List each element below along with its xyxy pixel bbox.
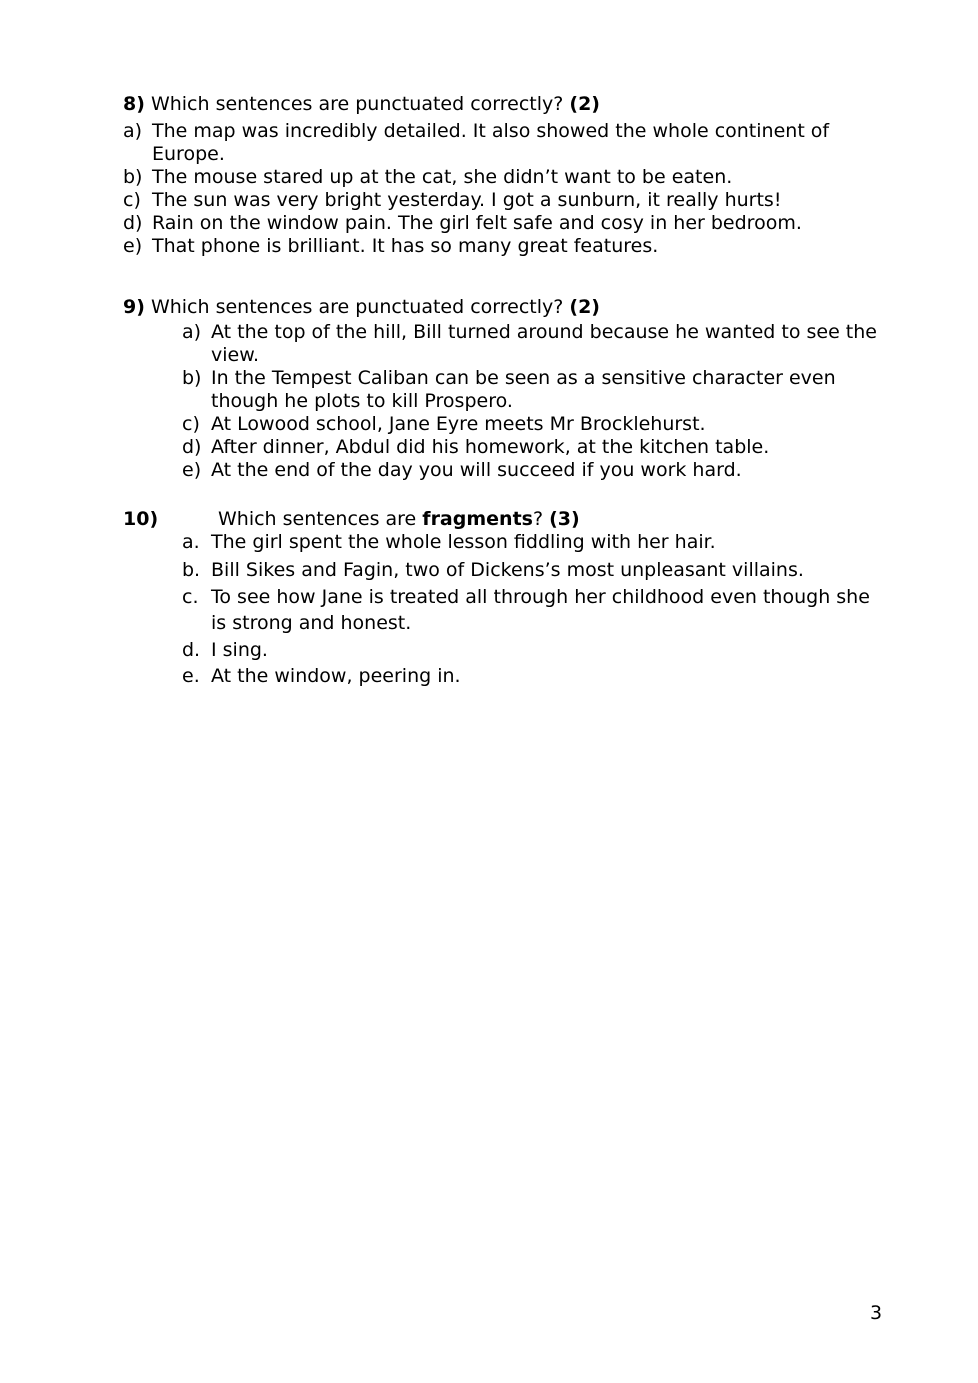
prompt-start: Which sentences are bbox=[218, 508, 417, 530]
question-number: 10) bbox=[123, 508, 159, 530]
option-text: That phone is brilliant. It has so many great features. bbox=[152, 235, 659, 257]
option-letter: d) bbox=[182, 436, 202, 458]
option-letter: c) bbox=[123, 189, 141, 211]
option-item bbox=[182, 637, 882, 664]
question-marks: (2) bbox=[569, 296, 600, 318]
page-number: 3 bbox=[870, 1302, 883, 1324]
question-number: 9) bbox=[123, 296, 145, 318]
option-letter: b) bbox=[182, 367, 202, 389]
question-prompt bbox=[218, 508, 580, 531]
option-item bbox=[123, 120, 883, 166]
option-text: I sing. bbox=[211, 638, 268, 661]
option-item bbox=[182, 531, 882, 554]
option-text: The map was incredibly detailed. It also showed the whole continent of Europe. bbox=[152, 120, 830, 165]
question-9-options bbox=[182, 321, 882, 482]
option-item bbox=[182, 367, 882, 413]
option-item bbox=[182, 436, 882, 459]
prompt-end: ? bbox=[532, 508, 544, 530]
question-8-heading bbox=[123, 93, 600, 116]
option-text: At the end of the day you will succeed if you work hard. bbox=[211, 459, 742, 481]
option-letter: a) bbox=[123, 120, 143, 142]
question-number: 8) bbox=[123, 93, 145, 115]
option-letter: c. bbox=[182, 585, 199, 608]
option-item bbox=[182, 459, 882, 482]
option-letter: d) bbox=[123, 212, 143, 234]
option-item bbox=[182, 413, 882, 436]
question-marks: (2) bbox=[569, 93, 600, 115]
option-item bbox=[182, 663, 882, 690]
option-item bbox=[182, 557, 882, 584]
option-item bbox=[123, 166, 883, 189]
option-letter: a. bbox=[182, 531, 200, 553]
option-text: To see how Jane is treated all through her childhood even though she is strong and honest. bbox=[211, 585, 870, 634]
prompt-keyword: fragments bbox=[422, 508, 533, 530]
question-10-heading bbox=[123, 508, 580, 531]
option-item bbox=[182, 321, 882, 367]
question-10-options bbox=[182, 531, 882, 690]
option-item bbox=[182, 584, 882, 637]
option-text: At the top of the hill, Bill turned around because he wanted to see the view. bbox=[211, 321, 877, 366]
option-letter: b. bbox=[182, 559, 201, 581]
option-text: At the window, peering in. bbox=[211, 665, 461, 687]
option-letter: e) bbox=[123, 235, 143, 257]
option-text: Bill Sikes and Fagin, two of Dickens’s most unpleasant villains. bbox=[211, 559, 804, 581]
question-9-heading bbox=[123, 296, 600, 319]
option-item bbox=[123, 212, 883, 235]
option-text: After dinner, Abdul did his homework, at the kitchen table. bbox=[211, 436, 770, 458]
option-letter: b) bbox=[123, 166, 143, 188]
option-text: Rain on the window pain. The girl felt safe and cosy in her bedroom. bbox=[152, 212, 802, 234]
option-text: At Lowood school, Jane Eyre meets Mr Brocklehurst. bbox=[211, 413, 706, 435]
option-text: In the Tempest Caliban can be seen as a sensitive character even though he plots to kill Prospero. bbox=[211, 367, 836, 412]
option-text: The mouse stared up at the cat, she didn’t want to be eaten. bbox=[152, 166, 733, 188]
question-prompt: Which sentences are punctuated correctly? bbox=[150, 296, 564, 318]
question-marks: (3) bbox=[549, 508, 580, 530]
question-8-options bbox=[123, 120, 883, 258]
option-letter: a) bbox=[182, 321, 202, 343]
option-item bbox=[123, 189, 883, 212]
option-item bbox=[123, 235, 883, 258]
option-letter: e) bbox=[182, 459, 202, 481]
question-prompt: Which sentences are punctuated correctly? bbox=[150, 93, 564, 115]
option-text: The sun was very bright yesterday. I got a sunburn, it really hurts! bbox=[152, 189, 782, 211]
option-letter: d. bbox=[182, 638, 201, 661]
option-letter: c) bbox=[182, 413, 200, 435]
option-letter: e. bbox=[182, 665, 200, 687]
option-text: The girl spent the whole lesson fiddling with her hair. bbox=[211, 531, 716, 553]
